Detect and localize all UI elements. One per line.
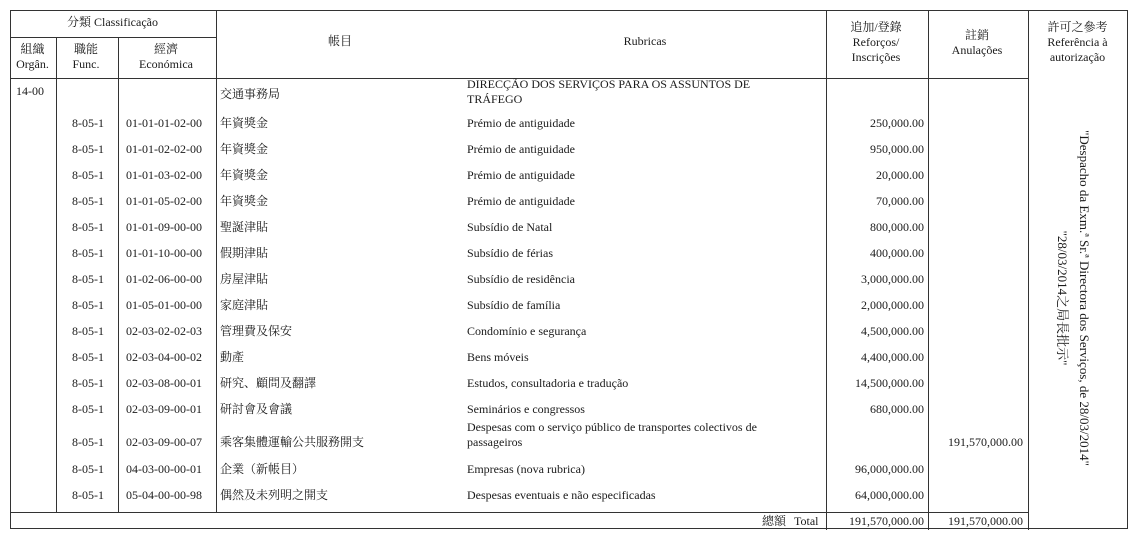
reforco-value: 800,000.00 [870, 220, 924, 234]
rubric-pt: Subsídio de Natal [467, 220, 553, 234]
rubric-zh: 房屋津貼 [220, 272, 269, 286]
reforco-value: 14,500,000.00 [855, 376, 924, 390]
rubric-zh: 偶然及未列明之開支 [220, 488, 329, 502]
rubric-pt: Prémio de antiguidade [467, 168, 575, 182]
rubric-pt: passageiros [467, 435, 523, 449]
rubric-pt: Condomínio e segurança [467, 324, 587, 338]
anulacao-value: 191,570,000.00 [948, 435, 1023, 449]
rubric-header-pt: Rubricas [623, 34, 667, 48]
rubric-zh: 乘客集體運輸公共服務開支 [220, 435, 365, 449]
rubric-pt: Subsídio de residência [467, 272, 575, 286]
reforco-value: 20,000.00 [876, 168, 924, 182]
reforco-value: 4,500,000.00 [861, 324, 924, 338]
col-divider [56, 78, 57, 512]
rubric-zh: 年資獎金 [220, 194, 269, 208]
rubric-zh: 動產 [220, 350, 245, 364]
func-code: 8-05-1 [72, 376, 104, 390]
organ-name-pt-line2: TRÁFEGO [467, 92, 523, 106]
autorizacao-header-pt1: Referência à [1047, 35, 1108, 49]
func-code: 8-05-1 [72, 298, 104, 312]
econ-header-zh: 經濟 [153, 42, 178, 56]
rubric-zh: 年資獎金 [220, 168, 269, 182]
econ-code: 01-02-06-00-00 [126, 272, 202, 286]
func-code: 8-05-1 [72, 142, 104, 156]
col-divider [928, 11, 929, 530]
reforcos-header-pt2: Inscrições [851, 50, 901, 64]
econ-code: 05-04-00-00-98 [126, 488, 202, 502]
rubric-header-zh: 帳目 [327, 34, 352, 48]
reforco-value: 400,000.00 [870, 246, 924, 260]
econ-code: 02-03-09-00-07 [126, 435, 202, 449]
reforcos-header-zh: 追加/登錄 [850, 20, 902, 34]
func-code: 8-05-1 [72, 350, 104, 364]
reforco-value: 950,000.00 [870, 142, 924, 156]
econ-code: 02-03-08-00-01 [126, 376, 202, 390]
reforco-value: 2,000,000.00 [861, 298, 924, 312]
total-anulacao: 191,570,000.00 [948, 514, 1023, 528]
func-code: 8-05-1 [72, 194, 104, 208]
rubric-pt: Prémio de antiguidade [467, 194, 575, 208]
reforcos-header-pt1: Reforços/ [852, 35, 900, 49]
econ-code: 02-03-04-00-02 [126, 350, 202, 364]
total-label-zh: 總額 [762, 514, 787, 528]
organ-name-zh: 交通事務局 [220, 87, 281, 101]
autorizacao-header-pt2: autorização [1049, 50, 1106, 64]
reforco-value: 70,000.00 [876, 194, 924, 208]
econ-code: 04-03-00-00-01 [126, 462, 202, 476]
rubric-pt: Subsídio de família [467, 298, 561, 312]
rubric-pt: Prémio de antiguidade [467, 116, 575, 130]
rubric-pt: Despesas eventuais e não especificadas [467, 488, 656, 502]
rubric-pt: Despesas com o serviço público de transportes colectivos de [467, 420, 757, 434]
reforco-value: 4,400,000.00 [861, 350, 924, 364]
func-code: 8-05-1 [72, 402, 104, 416]
rubric-pt: Bens móveis [467, 350, 529, 364]
func-code: 8-05-1 [72, 272, 104, 286]
func-code: 8-05-1 [72, 246, 104, 260]
organ-code: 14-00 [16, 84, 44, 98]
total-reforco: 191,570,000.00 [849, 514, 924, 528]
reforco-value: 96,000,000.00 [855, 462, 924, 476]
autorizacao-header-zh: 許可之參考 [1047, 20, 1108, 34]
authorization-line-zh: "28/03/2014之局長批示" [1054, 230, 1070, 366]
func-code: 8-05-1 [72, 220, 104, 234]
func-code: 8-05-1 [72, 488, 104, 502]
func-code: 8-05-1 [72, 435, 104, 449]
rubric-zh: 家庭津貼 [220, 298, 269, 312]
func-code: 8-05-1 [72, 168, 104, 182]
reforco-value: 3,000,000.00 [861, 272, 924, 286]
econ-code: 01-05-01-00-00 [126, 298, 202, 312]
rubric-pt: Prémio de antiguidade [467, 142, 575, 156]
func-code: 8-05-1 [72, 324, 104, 338]
func-header-zh: 職能 [73, 42, 98, 56]
rubric-pt: Seminários e congressos [467, 402, 585, 416]
reforco-value: 64,000,000.00 [855, 488, 924, 502]
organ-header-zh: 組織 [20, 42, 45, 56]
func-code: 8-05-1 [72, 116, 104, 130]
func-header-pt: Func. [72, 57, 100, 71]
econ-code: 01-01-03-02-00 [126, 168, 202, 182]
econ-code: 02-03-02-02-03 [126, 324, 202, 338]
func-code: 8-05-1 [72, 462, 104, 476]
rubric-pt: Estudos, consultadoria e tradução [467, 376, 629, 390]
rubric-pt: Empresas (nova rubrica) [467, 462, 585, 476]
rubric-zh: 企業（新帳目） [220, 462, 305, 476]
authorization-line-pt: "Despacho da Exm.ª Sr.ª Directora dos Serviços, de 28/03/2014" [1076, 130, 1092, 466]
anulacoes-header-pt: Anulações [951, 43, 1003, 57]
econ-code: 01-01-09-00-00 [126, 220, 202, 234]
col-divider [216, 11, 217, 512]
econ-code: 02-03-09-00-01 [126, 402, 202, 416]
authorization-reference [1025, 78, 1120, 518]
row-divider [11, 37, 216, 38]
rubric-zh: 管理費及保安 [220, 324, 293, 338]
rubric-zh: 聖誕津貼 [220, 220, 269, 234]
col-divider [118, 78, 119, 512]
econ-header-pt: Económica [139, 57, 193, 71]
econ-code: 01-01-01-02-00 [126, 116, 202, 130]
rubric-zh: 年資獎金 [220, 142, 269, 156]
rubric-pt: Subsídio de férias [467, 246, 553, 260]
econ-code: 01-01-10-00-00 [126, 246, 202, 260]
organ-header-pt: Orgân. [16, 57, 49, 71]
reforco-value: 680,000.00 [870, 402, 924, 416]
total-label-pt: Total [794, 514, 819, 528]
econ-code: 01-01-02-02-00 [126, 142, 202, 156]
organ-name-pt-line1: DIRECÇÃO DOS SERVIÇOS PARA OS ASSUNTOS DE [467, 77, 751, 91]
anulacoes-header-zh: 註銷 [964, 28, 989, 42]
reforco-value: 250,000.00 [870, 116, 924, 130]
econ-code: 01-01-05-02-00 [126, 194, 202, 208]
rubric-zh: 假期津貼 [220, 246, 269, 260]
rubric-zh: 年資獎金 [220, 116, 269, 130]
rubric-zh: 研討會及會議 [220, 402, 293, 416]
rubric-zh: 研究、顧問及翻譯 [220, 376, 317, 390]
col-divider [826, 11, 827, 530]
total-divider [11, 512, 1028, 513]
classification-header: 分類 Classificação [67, 15, 158, 29]
